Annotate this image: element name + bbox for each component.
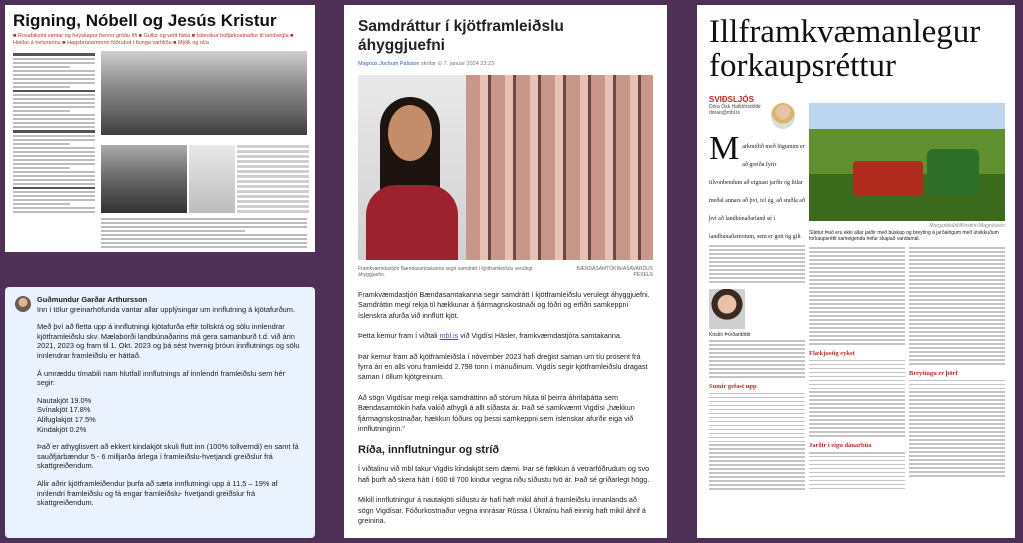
subheading: Breytingu er þörf bbox=[909, 369, 958, 377]
middle-column bbox=[809, 245, 905, 492]
comment-paragraph: Það er athyglisvert að ekkert kindakjöt skuli flutt inn (100% tollverndi) en samt fá sauðfjárbændur 5 - 6 milljarða árlega í framleiðslu-hvetjandi greiðslur frá skattgreiðendum. bbox=[37, 442, 299, 471]
article-meta-date: skrifar ⊙ 7. janúar 2024 23:23 bbox=[420, 61, 495, 67]
clipping-text-box bbox=[237, 145, 309, 213]
commenter-name[interactable]: Guðmundur Garðar Arthursson bbox=[37, 295, 148, 304]
article-author-link[interactable]: Magnús Jochum Pálsson bbox=[358, 61, 420, 67]
caption-credit: BÆNDASAMTÖKIN/ASAVARDUS PEXELS bbox=[576, 266, 653, 278]
photo-caption-text: Sláttur Það eru ekki allar jarðir með búskap og breyting á jarðalögum með útvikkuðum forkaupsrétti sameigenda hefur skapað vandamál. bbox=[809, 229, 999, 242]
article-paragraph: Þar kemur fram að kjötframleiðsla í nóvember 2023 hafi dregist saman um tíu prósent frá fyrra ári en alls voru framleidd 2.798 tonn í mánuðinum. Vigdís segir kjötframleiðslu dragast saman í öllum kjötgreinum. bbox=[358, 351, 648, 382]
article-paragraph bbox=[358, 331, 653, 341]
subheading: Jarðir í eigu dánarbúa bbox=[809, 441, 872, 449]
stat-item: Kindakjöt 0.2% bbox=[37, 424, 87, 434]
person-name: Kristín Þórðardóttir bbox=[709, 331, 751, 338]
comment-paragraph: Á umræddu tímabili nam hlutfall innflutnings af innlendri framleiðslu sem hér segir: bbox=[37, 368, 286, 388]
person-photo bbox=[709, 289, 745, 329]
drop-cap: M bbox=[709, 130, 740, 167]
stat-item: Alifuglakjöt 17.5% bbox=[37, 414, 96, 424]
paragraph-text: við Vigdísi Häsler, framkvæmdastjóra samtakanna. bbox=[458, 331, 622, 341]
stat-item: Svínakjöt 17.8% bbox=[37, 405, 91, 415]
article-subheading: Ríða, innflutningur og stríð bbox=[358, 444, 500, 457]
clipping-headline: Rigning, Nóbell og Jesús Kristur bbox=[13, 11, 277, 30]
clipping-text-column bbox=[13, 51, 95, 215]
comment-paragraph: Allir aðrir kjötframleiðendur þurfa að sæta innflutningi upp á 11,5 – 19% af innlendri framleiðslu og fá engar framleiðslu- hvetjandi greiðslur frá skattgreiðendum. bbox=[37, 478, 278, 508]
clipping-captions bbox=[101, 216, 307, 250]
commenter-avatar[interactable] bbox=[15, 296, 31, 312]
left-column bbox=[709, 130, 805, 492]
clipping-photo-portrait bbox=[101, 145, 187, 213]
article-meta bbox=[358, 61, 653, 67]
newspaper-clipping-rigning bbox=[5, 5, 315, 252]
article-image bbox=[358, 75, 653, 260]
photo-credit: Morgunblaðið/Kristinn Magnússon bbox=[929, 223, 1005, 229]
newspaper-clipping-forkaupsrettur bbox=[697, 5, 1015, 538]
section-label: SVIÐSLJÓS bbox=[709, 95, 754, 104]
article-paragraph: Í viðtalinu við mbl takur Vigdís kindakjöt sem dæmi. Þar sé fækkun á vetrarfóðrudum og svo hafi þurft að skera hátt í 600 til 700 kindur vegna riðu síðustu tvö ár. Það sé gríðarlegt högg. bbox=[358, 464, 650, 484]
article-paragraph: Mikill innflutningur á nautakjöti síðustu ár hafi haft mikil áhrif á framleiðslu innanlands að sögn Vigdísar. Fóðurkostnaður vegna innrásar Rússa í Úkraínu hafi einnig haft mikil áhrif á greinina. bbox=[358, 495, 646, 526]
social-comment bbox=[5, 287, 315, 538]
portrait-photo bbox=[358, 75, 466, 260]
article-image-caption bbox=[358, 266, 653, 278]
comment-paragraph: Inn í tölur greinarhöfunda vantar allar upplýsingar um innflutning á kjötafurðum. bbox=[37, 304, 296, 314]
clipping-subheads: ■ Rosabiksmi vantar og heyskapur hennir gróðu lífi ■ Gullur og veitt fiska ■ Íslenskur búfjárkostnaður til landvegla ■ Heiður á helsnerinu ■ Hagsbrúnarmenn fóðrubot í tlunga varhliðu ■ Mjólk og olía bbox=[13, 33, 294, 46]
subheading: Flækjustig eykst bbox=[809, 349, 855, 357]
comment-paragraph: Með því að fletta upp á innflutningi kjötafurða eftir tollskrá og sölu innlendrar kjötframleiðslu skv. Mælaborði landbúnaðarins má gera samanburð t.d. við árin 2021, 2023 og fram til 1. Okt. 2023 og þá sést hvernig þróun innflutnings og sölu innlendrar framleiðslu er háttað. bbox=[37, 322, 300, 360]
article-paragraph: Framkvæmdastjóri Bændasamtakanna segir samdrátt í kjötframleiðslu verulegt áhyggjuefni. Samdráttin megi rekja til hækkunar á fjármagnskostnaði og fóðri og erfiðri samkeppni íslenskra afurða við innflutt kjöt. bbox=[358, 290, 650, 320]
right-column bbox=[909, 245, 1005, 479]
clipping-photo-farm bbox=[101, 51, 307, 135]
comment-body bbox=[37, 295, 305, 508]
author-avatar bbox=[771, 103, 795, 129]
byline-name: Dóra Ósk Halldórsdóttir bbox=[709, 104, 761, 110]
lead-text: arkmiðið með lögunum er að greiða fyrir tilvonbendum að eignast jarðir og litlar meðal annars að þvi, tel ég, að stuðla að því að landbúnaðarland sé í landbúnaðarnotum, sem er gott og gilt bbox=[709, 144, 805, 240]
web-article bbox=[344, 5, 667, 538]
photo-caption bbox=[809, 223, 1005, 243]
stat-item: Nautakjöt 19.0% bbox=[37, 395, 92, 405]
clipping-photo-statue bbox=[189, 145, 235, 213]
byline-email: dorao@mbl.is bbox=[709, 110, 740, 116]
paragraph-text: Þetta kemur fram í viðtali bbox=[358, 331, 440, 341]
tractor-photo bbox=[809, 103, 1005, 221]
subheading: Sumir gefast upp bbox=[709, 382, 757, 390]
clipping-headline: Illframkvæmanlegur forkaupsréttur bbox=[709, 14, 981, 84]
article-paragraph: Að sögn Vigdísar megi rekja samdráttinn að stórum hluta til þeirra áhrifaþátta sem Bændasamtökin hafa vakið athygli á allt síðasta ár. Það sé samkvæmt Vigdísi „hækkun fjármagnskostnaðar, hækkun fóðurs og þessi samkeppni sem íslenskar afurðir eiga við innflutninginn.“ bbox=[358, 392, 635, 434]
mbl-link[interactable]: mbl.is bbox=[439, 331, 459, 341]
meat-carcass-photo bbox=[466, 75, 653, 260]
caption-text: Framkvæmdastjóri Bændasamtakanna segir samdrátt í kjötframleiðslu verulegt áhyggjuefni. bbox=[358, 266, 533, 278]
article-headline: Samdráttur í kjötframleiðslu áhyggjuefni bbox=[358, 18, 564, 54]
